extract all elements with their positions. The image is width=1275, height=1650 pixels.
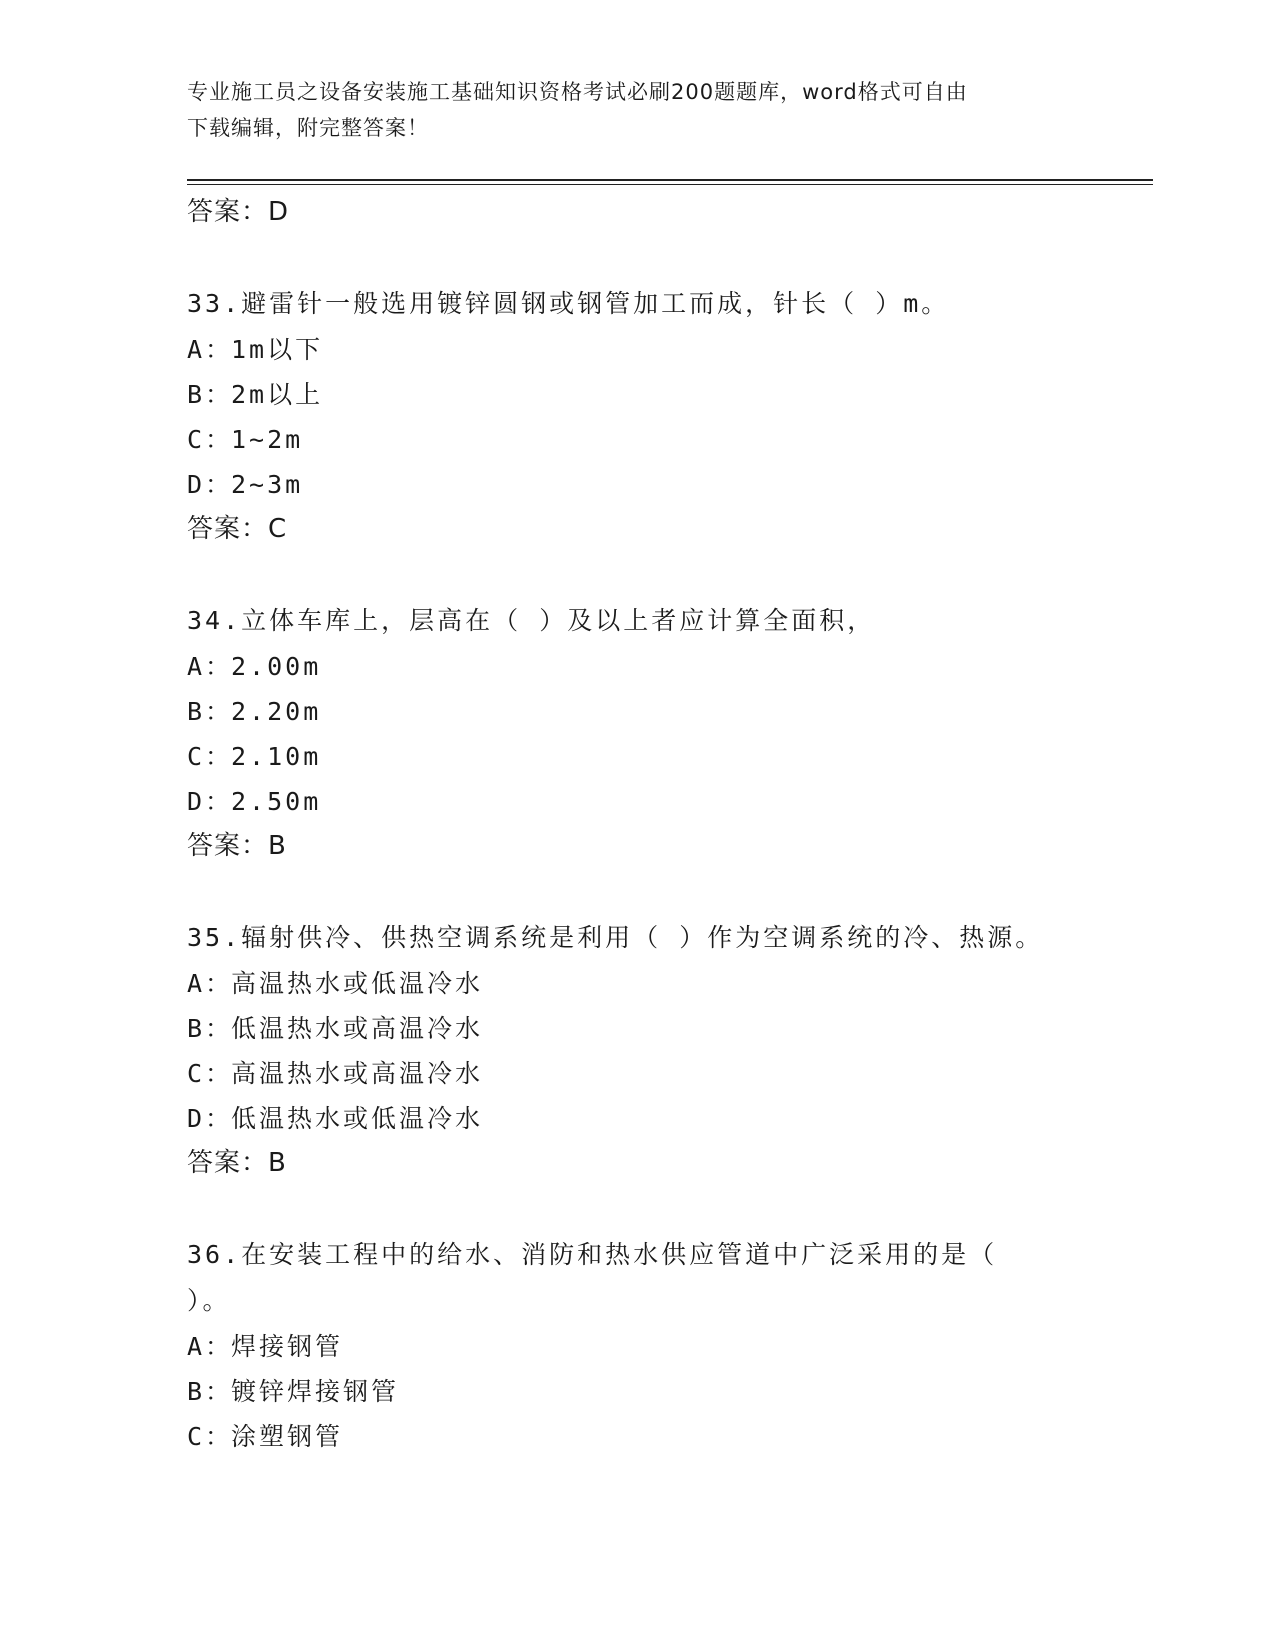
option-text: 涂塑钢管 [231, 1422, 344, 1451]
option-letter: A： [187, 1332, 234, 1361]
spacer [187, 869, 1087, 915]
option-d [187, 462, 1087, 507]
option-text: 2.00m [231, 652, 322, 681]
question-block [187, 915, 1087, 1186]
header-line-1: 专业施工员之设备安装施工基础知识资格考试必刷200题题库，word格式可自由 [187, 80, 968, 104]
header-line-2: 下载编辑，附完整答案！ [187, 116, 429, 140]
option-letter: C： [187, 742, 234, 771]
option-letter: D： [187, 470, 234, 499]
option-letter: B： [187, 1014, 234, 1043]
answer-line: 答案：D [187, 197, 290, 227]
question-list [187, 190, 1087, 1459]
option-a [187, 961, 1087, 1006]
option-text: 高温热水或低温冷水 [231, 969, 484, 998]
answer-line: 答案：B [187, 831, 287, 861]
option-text: 低温热水或高温冷水 [231, 1014, 484, 1043]
option-letter: C： [187, 425, 234, 454]
option-letter: B： [187, 697, 234, 726]
document-header [187, 74, 1067, 146]
option-a [187, 1324, 1087, 1369]
answer-line: 答案：B [187, 1148, 287, 1178]
option-letter: D： [187, 1104, 234, 1133]
option-text: 高温热水或高温冷水 [231, 1059, 484, 1088]
option-b [187, 1369, 1087, 1414]
option-text: 镀锌焊接钢管 [231, 1377, 400, 1406]
option-d [187, 779, 1087, 824]
option-letter: C： [187, 1422, 234, 1451]
question-block [187, 1232, 1087, 1459]
option-a [187, 327, 1087, 372]
question-text: 36.在安装工程中的给水、消防和热水供应管道中广泛采用的是（ ）。 [187, 1240, 998, 1315]
option-b [187, 1006, 1087, 1051]
option-c [187, 734, 1087, 779]
option-letter: A： [187, 335, 234, 364]
header-rule-thin [187, 184, 1153, 185]
option-text: 2m以上 [231, 380, 324, 409]
spacer [187, 235, 1087, 281]
question-text: 33.避雷针一般选用镀锌圆钢或钢管加工而成，针长（ ）m。 [187, 289, 950, 318]
question-text: 34.立体车库上，层高在（ ）及以上者应计算全面积， [187, 606, 876, 635]
option-c [187, 1051, 1087, 1096]
header-rule-thick [187, 179, 1153, 181]
option-c [187, 1414, 1087, 1459]
option-text: 低温热水或低温冷水 [231, 1104, 484, 1133]
option-a [187, 644, 1087, 689]
option-text: 1~2m [231, 425, 304, 454]
option-text: 2~3m [231, 470, 304, 499]
option-letter: D： [187, 787, 234, 816]
option-text: 2.20m [231, 697, 322, 726]
option-letter: A： [187, 652, 234, 681]
option-c [187, 417, 1087, 462]
option-text: 焊接钢管 [231, 1332, 344, 1361]
option-text: 2.50m [231, 787, 322, 816]
answer-line: 答案：C [187, 514, 288, 544]
spacer [187, 1186, 1087, 1232]
question-block [187, 281, 1087, 552]
spacer [187, 552, 1087, 598]
option-d [187, 1096, 1087, 1141]
question-text: 35.辐射供冷、供热空调系统是利用（ ）作为空调系统的冷、热源。 [187, 923, 1044, 952]
option-text: 1m以下 [231, 335, 324, 364]
option-letter: B： [187, 380, 234, 409]
option-letter: C： [187, 1059, 234, 1088]
option-letter: A： [187, 969, 234, 998]
option-b [187, 372, 1087, 417]
option-letter: B： [187, 1377, 234, 1406]
option-b [187, 689, 1087, 734]
option-text: 2.10m [231, 742, 322, 771]
question-block [187, 598, 1087, 869]
